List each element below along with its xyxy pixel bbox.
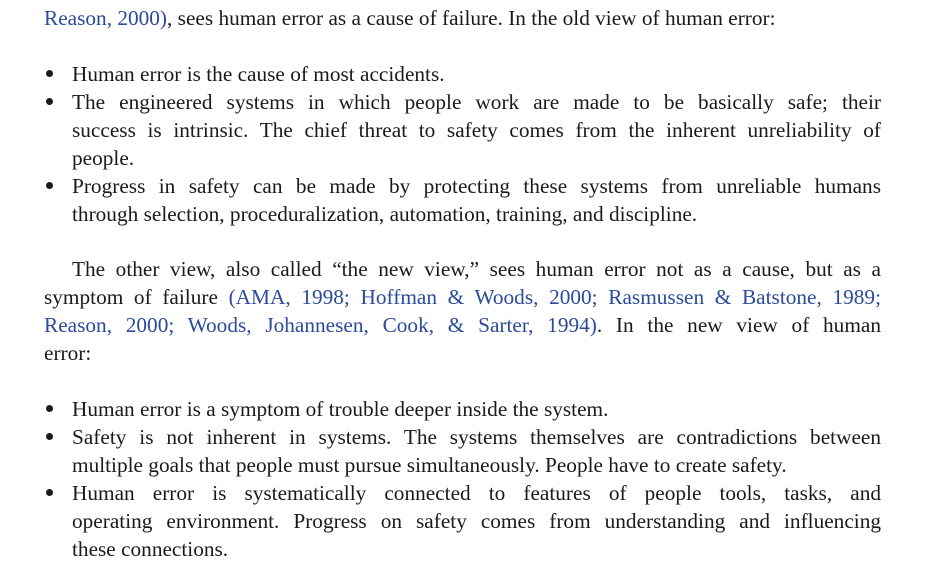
list-item-text: Human error is the cause of most accidents. (72, 62, 445, 86)
paragraph-line: error: (44, 341, 92, 365)
paragraph-line (44, 283, 881, 311)
bullet-marker (44, 479, 54, 507)
paragraph-line (44, 311, 881, 339)
list-item-text: The engineered systems in which people work are made to be basically safe; their (72, 90, 881, 114)
list-item-text: Safety is not inherent in systems. The systems themselves are contradictions between (72, 425, 881, 449)
citation-link[interactable]: Reason, 2000) (44, 6, 168, 30)
list-item-text: operating environment. Progress on safety comes from understanding and influencing (72, 509, 881, 533)
list-item-text: Progress in safety can be made by protecting these systems from unreliable humans (72, 174, 881, 198)
list-item-text: success is intrinsic. The chief threat to safety comes from the inherent unreliability of (72, 118, 881, 142)
citation-link[interactable]: (AMA, 1998; Hoffman & Woods, 2000; Rasmussen & Batstone, 1989; (228, 285, 881, 309)
bullet-marker (44, 60, 54, 88)
bullet-marker (44, 172, 54, 200)
paragraph-text: symptom of failure (44, 285, 229, 309)
bullet-marker (44, 423, 54, 451)
paragraph-text: . In the new view of human (596, 313, 881, 337)
citation-link[interactable]: Reason, 2000; Woods, Johannesen, Cook, & Sarter, 1994) (44, 313, 597, 337)
list-item-text: through selection, proceduralization, automation, training, and discipline. (72, 202, 698, 226)
bullet-marker (44, 395, 54, 423)
intro-text: , sees human error as a cause of failure. In the old view of human error: (167, 6, 776, 30)
list-item-text: these connections. (72, 537, 229, 561)
list-item-text: people. (72, 146, 135, 170)
paragraph-line: The other view, also called “the new view,” sees human error not as a cause, but as a (72, 257, 881, 281)
intro-line (44, 4, 881, 32)
list-item-text: multiple goals that people must pursue simultaneously. People have to create safety. (72, 453, 787, 477)
list-item-text: Human error is a symptom of trouble deeper inside the system. (72, 397, 609, 421)
bullet-marker (44, 88, 54, 116)
list-item-text: Human error is systematically connected to features of people tools, tasks, and (72, 481, 881, 505)
